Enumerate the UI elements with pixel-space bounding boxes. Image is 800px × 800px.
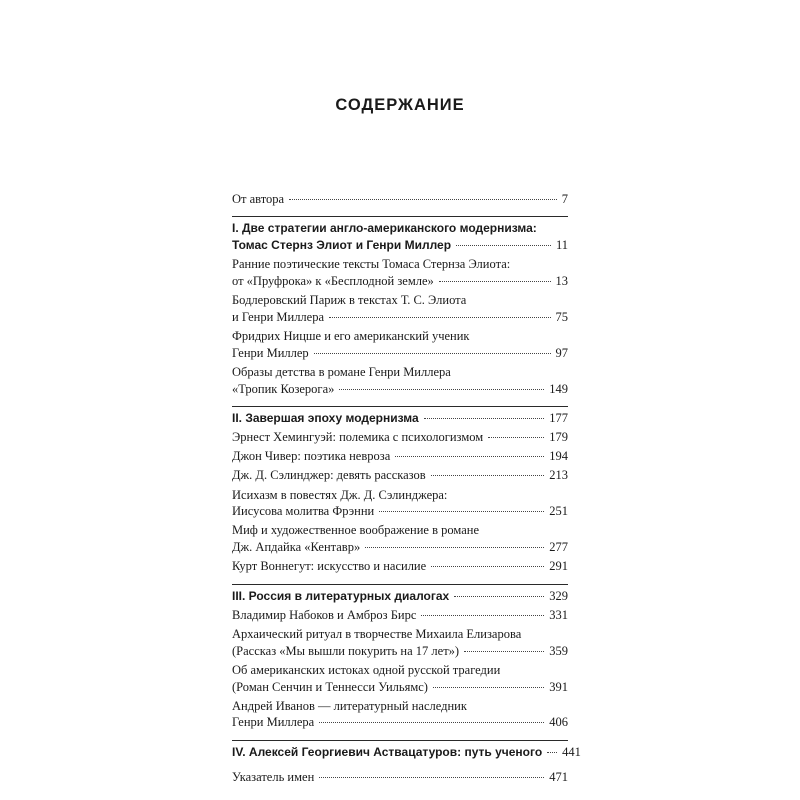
toc-entry[interactable] bbox=[232, 698, 568, 731]
toc-entry-page: 359 bbox=[549, 643, 568, 658]
toc-part-heading-title: IV. Алексей Георгиевич Аствацатуров: путь ученого bbox=[232, 744, 543, 759]
toc-part-heading[interactable] bbox=[232, 744, 581, 761]
toc-entry[interactable] bbox=[232, 448, 568, 465]
toc-entry-line2: Дж. Апдайка «Кентавр» bbox=[232, 540, 361, 555]
toc-entry-line1: Ранние поэтические тексты Томаса Стернза Элиота: bbox=[232, 257, 511, 272]
toc-entry-title: Курт Воннегут: искусство и насилие bbox=[232, 559, 427, 574]
toc-entry-page: 13 bbox=[555, 273, 568, 288]
toc-entry-page: 75 bbox=[555, 309, 568, 324]
toc-entry-page: 179 bbox=[549, 429, 568, 444]
leader-dots bbox=[456, 245, 551, 246]
toc-entry-page: 251 bbox=[549, 504, 568, 519]
toc-entry-line1: Бодлеровский Париж в текстах Т. С. Элиота bbox=[232, 293, 467, 308]
leader-dots bbox=[439, 281, 551, 282]
toc-entry-line1: Образы детства в романе Генри Миллера bbox=[232, 364, 451, 379]
toc-entry-line2: Генри Миллер bbox=[232, 345, 309, 360]
toc-entry-line1: Об американских истоках одной русской трагедии bbox=[232, 662, 501, 677]
toc-part-3 bbox=[232, 584, 568, 732]
toc-entry-line1: Фридрих Ницше и его американский ученик bbox=[232, 328, 470, 343]
toc-entry[interactable] bbox=[232, 364, 568, 397]
toc-entry-title: Дж. Д. Сэлинджер: девять рассказов bbox=[232, 468, 426, 483]
toc-part-4 bbox=[232, 740, 581, 761]
toc-part-heading[interactable] bbox=[232, 410, 568, 427]
toc-entry-title: Указатель имен bbox=[232, 770, 315, 785]
toc-entry[interactable] bbox=[232, 328, 568, 361]
leader-dots bbox=[431, 475, 545, 476]
toc-part-heading-title: II. Завершая эпоху модернизма bbox=[232, 410, 419, 425]
leader-dots bbox=[433, 687, 544, 688]
toc-entry-page: 291 bbox=[549, 559, 568, 574]
toc-entry[interactable] bbox=[232, 191, 568, 208]
leader-dots bbox=[488, 437, 544, 438]
toc-entry-line2: от «Пруфрока» к «Бесплодной земле» bbox=[232, 273, 434, 288]
toc-entry[interactable] bbox=[232, 292, 568, 325]
toc-entry-page: 391 bbox=[549, 679, 568, 694]
toc-outro bbox=[232, 769, 568, 786]
toc-part-heading-title: III. Россия в литературных диалогах bbox=[232, 588, 450, 603]
toc-entry-page: 194 bbox=[549, 449, 568, 464]
leader-dots bbox=[365, 547, 544, 548]
toc-entry-page: 406 bbox=[549, 715, 568, 730]
toc-entry[interactable] bbox=[232, 429, 568, 446]
toc-part-page: 441 bbox=[562, 744, 581, 759]
leader-dots bbox=[379, 511, 544, 512]
toc-entry[interactable] bbox=[232, 256, 568, 289]
leader-dots bbox=[339, 389, 544, 390]
toc-entry-page: 213 bbox=[549, 468, 568, 483]
leader-dots bbox=[314, 353, 551, 354]
toc-entry[interactable] bbox=[232, 522, 568, 555]
toc-entry-title: Эрнест Хемингуэй: полемика с психологизмом bbox=[232, 429, 484, 444]
toc-entry-line1: Исихазм в повестях Дж. Д. Сэлинджера: bbox=[232, 487, 448, 502]
toc-entry[interactable] bbox=[232, 607, 568, 624]
toc-part-page: 177 bbox=[549, 410, 568, 425]
table-of-contents bbox=[232, 191, 581, 789]
leader-dots bbox=[329, 317, 550, 318]
toc-entry[interactable] bbox=[232, 487, 568, 520]
toc-entry-line2: «Тропик Козерога» bbox=[232, 381, 335, 396]
toc-entry-page: 149 bbox=[549, 381, 568, 396]
toc-part-1 bbox=[232, 216, 568, 397]
toc-entry-page: 471 bbox=[549, 770, 568, 785]
leader-dots bbox=[547, 752, 557, 753]
toc-entry-page: 7 bbox=[561, 192, 568, 206]
toc-part-2 bbox=[232, 406, 568, 575]
leader-dots bbox=[395, 456, 544, 457]
toc-part-page: 11 bbox=[555, 237, 568, 252]
leader-dots bbox=[464, 651, 544, 652]
toc-entry-title: Владимир Набоков и Амброз Бирс bbox=[232, 607, 417, 622]
toc-entry-line1: Андрей Иванов — литературный наследник bbox=[232, 698, 467, 713]
toc-part-page: 329 bbox=[549, 588, 568, 603]
toc-entry-page: 97 bbox=[555, 345, 568, 360]
toc-entry-title: От автора bbox=[232, 192, 285, 206]
toc-part-heading-line2: Томас Стернз Элиот и Генри Миллер bbox=[232, 237, 452, 252]
toc-intro bbox=[232, 191, 568, 208]
toc-entry-title: Джон Чивер: поэтика невроза bbox=[232, 449, 391, 464]
toc-entry-line2: (Роман Сенчин и Теннесси Уильямс) bbox=[232, 679, 428, 694]
page-title: СОДЕРЖАНИЕ bbox=[335, 96, 465, 114]
toc-entry[interactable] bbox=[232, 769, 568, 786]
toc-part-heading[interactable] bbox=[232, 220, 568, 253]
toc-entry-line2: и Генри Миллера bbox=[232, 309, 325, 324]
leader-dots bbox=[319, 777, 544, 778]
toc-entry-line1: Миф и художественное воображение в романе bbox=[232, 523, 479, 538]
toc-entry-line2: (Рассказ «Мы вышли покурить на 17 лет») bbox=[232, 643, 460, 658]
toc-entry-line1: Архаический ритуал в творчестве Михаила Елизарова bbox=[232, 626, 522, 641]
toc-entry[interactable] bbox=[232, 467, 568, 484]
leader-dots bbox=[421, 615, 544, 616]
leader-dots bbox=[431, 566, 544, 567]
toc-part-heading-line1: I. Две стратегии англо-американского модернизма: bbox=[232, 221, 537, 236]
toc-entry-line2: Иисусова молитва Фрэнни bbox=[232, 504, 375, 519]
toc-entry-page: 277 bbox=[549, 540, 568, 555]
toc-entry[interactable] bbox=[232, 558, 568, 575]
toc-part-heading[interactable] bbox=[232, 588, 568, 605]
leader-dots bbox=[424, 418, 545, 419]
leader-dots bbox=[454, 596, 544, 597]
leader-dots bbox=[289, 199, 557, 200]
toc-entry-page: 331 bbox=[549, 607, 568, 622]
leader-dots bbox=[319, 722, 544, 723]
toc-entry-line2: Генри Миллера bbox=[232, 715, 315, 730]
toc-entry[interactable] bbox=[232, 626, 568, 659]
toc-entry[interactable] bbox=[232, 662, 568, 695]
